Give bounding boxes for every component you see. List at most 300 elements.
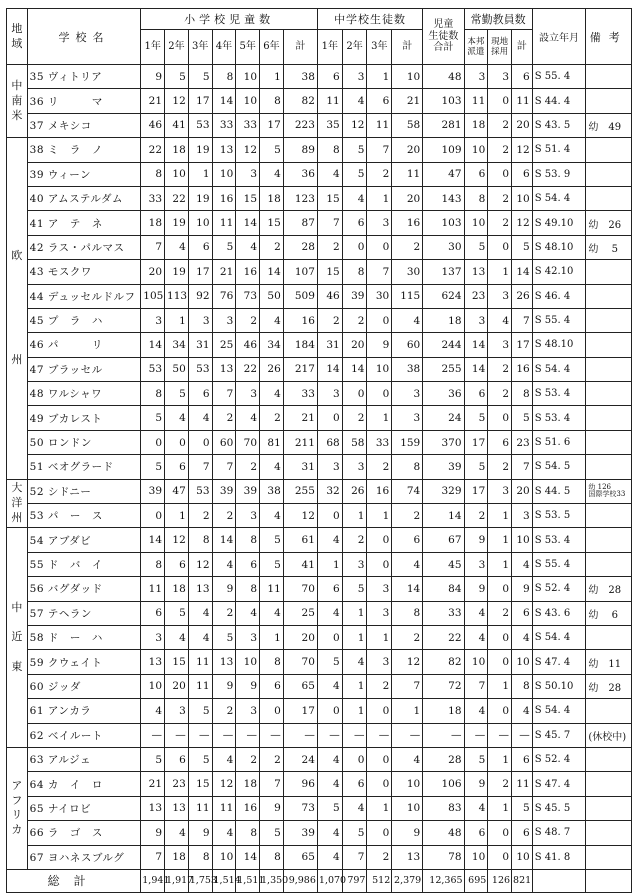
elementary-count-cell: 105 <box>141 284 165 308</box>
elementary-count-cell: 7 <box>260 772 284 796</box>
elementary-count-cell: 14 <box>212 528 236 552</box>
remarks-cell <box>586 528 632 552</box>
elementary-count-cell: — <box>283 723 317 747</box>
region-cell: 中 南 米 <box>7 65 28 138</box>
school-name-cell: 46 パ リ <box>27 333 141 357</box>
teacher-count-cell: 1 <box>488 504 512 528</box>
elementary-count-cell: 50 <box>260 284 284 308</box>
table-row <box>7 504 632 528</box>
teacher-count-cell: 3 <box>488 65 512 89</box>
junior-count-cell: 46 <box>317 284 342 308</box>
total-students-cell: 143 <box>423 186 464 210</box>
teacher-count-cell: 0 <box>488 845 512 869</box>
total-students-cell: 33 <box>423 601 464 625</box>
junior-count-cell: 4 <box>392 308 423 332</box>
junior-count-cell: 2 <box>367 455 392 479</box>
teacher-count-cell: 17 <box>464 430 488 454</box>
table-row <box>7 747 632 771</box>
elementary-count-cell: 16 <box>236 796 260 820</box>
elementary-count-cell: 4 <box>236 601 260 625</box>
remarks-cell <box>586 625 632 649</box>
junior-count-cell: 35 <box>317 113 342 137</box>
founded-cell: S 55. 4 <box>532 552 586 576</box>
teacher-count-cell: 0 <box>488 821 512 845</box>
junior-count-cell: 4 <box>317 747 342 771</box>
header-founded: 設立年月 <box>532 9 586 65</box>
elementary-count-cell: — <box>260 723 284 747</box>
remarks-cell <box>586 821 632 845</box>
teacher-count-cell: 9 <box>512 577 533 601</box>
junior-count-cell: 4 <box>317 772 342 796</box>
elementary-count-cell: 3 <box>141 308 165 332</box>
elementary-count-cell: 5 <box>165 601 189 625</box>
teacher-count-cell: 6 <box>512 65 533 89</box>
elementary-count-cell: 8 <box>260 845 284 869</box>
elementary-count-cell: 15 <box>236 186 260 210</box>
junior-count-cell: 10 <box>392 796 423 820</box>
junior-count-cell: 7 <box>392 674 423 698</box>
elementary-count-cell: 11 <box>212 211 236 235</box>
junior-count-cell: 68 <box>317 430 342 454</box>
elementary-count-cell: 12 <box>188 552 212 576</box>
junior-count-cell: 5 <box>342 138 367 162</box>
junior-count-cell: 3 <box>342 455 367 479</box>
elementary-count-cell: 4 <box>212 747 236 771</box>
elementary-count-cell: 2 <box>236 308 260 332</box>
elementary-count-cell: 20 <box>141 260 165 284</box>
total-junior-cell: 1,070 <box>317 869 342 892</box>
junior-count-cell: 1 <box>367 186 392 210</box>
table-row <box>7 821 632 845</box>
elementary-count-cell: 36 <box>283 162 317 186</box>
header-g6: 6年 <box>260 30 284 65</box>
founded-cell: S 45. 7 <box>532 723 586 747</box>
remarks-cell <box>586 357 632 381</box>
table-row <box>7 577 632 601</box>
junior-count-cell: 16 <box>392 211 423 235</box>
junior-count-cell: 3 <box>342 552 367 576</box>
teacher-count-cell: 12 <box>512 211 533 235</box>
elementary-count-cell: 10 <box>236 650 260 674</box>
teacher-count-cell: 4 <box>512 699 533 723</box>
junior-count-cell: 10 <box>367 357 392 381</box>
remarks-cell: 幼 26 <box>586 211 632 235</box>
junior-count-cell: 3 <box>367 211 392 235</box>
teacher-count-cell: 13 <box>464 260 488 284</box>
teacher-count-cell: 4 <box>512 625 533 649</box>
junior-count-cell: 0 <box>367 699 392 723</box>
elementary-count-cell: 8 <box>141 382 165 406</box>
founded-cell: S 54. 4 <box>532 625 586 649</box>
junior-count-cell: — <box>317 723 342 747</box>
elementary-count-cell: 2 <box>236 747 260 771</box>
teacher-count-cell: 20 <box>512 113 533 137</box>
teacher-count-cell: 2 <box>464 504 488 528</box>
elementary-count-cell: 25 <box>212 333 236 357</box>
teacher-count-cell: 2 <box>488 601 512 625</box>
junior-count-cell: 12 <box>342 113 367 137</box>
junior-count-cell: 5 <box>342 577 367 601</box>
teacher-count-cell: 3 <box>512 504 533 528</box>
elementary-count-cell: 11 <box>188 650 212 674</box>
teacher-count-cell: 1 <box>488 260 512 284</box>
teacher-count-cell: 3 <box>464 552 488 576</box>
total-students-cell: 109 <box>423 138 464 162</box>
junior-count-cell: 20 <box>392 138 423 162</box>
elementary-count-cell: 1 <box>165 504 189 528</box>
elementary-count-cell: 12 <box>236 138 260 162</box>
table-row <box>7 138 632 162</box>
junior-count-cell: 0 <box>367 235 392 259</box>
elementary-count-cell: 13 <box>212 138 236 162</box>
founded-cell: S 54. 4 <box>532 357 586 381</box>
school-name-cell: 35 ヴィトリア <box>27 65 141 89</box>
junior-count-cell: — <box>367 723 392 747</box>
teacher-count-cell: 2 <box>488 382 512 406</box>
table-row <box>7 699 632 723</box>
school-name-cell: 65 ナイロビ <box>27 796 141 820</box>
junior-count-cell: 0 <box>367 747 392 771</box>
table-row <box>7 601 632 625</box>
remarks-cell: (休校中) <box>586 723 632 747</box>
elementary-count-cell: 17 <box>283 699 317 723</box>
junior-count-cell: 38 <box>392 357 423 381</box>
junior-count-cell: 30 <box>392 260 423 284</box>
remarks-cell <box>586 747 632 771</box>
elementary-count-cell: — <box>141 723 165 747</box>
teacher-count-cell: 10 <box>512 650 533 674</box>
teacher-count-cell: — <box>488 723 512 747</box>
total-remarks-empty <box>586 869 632 892</box>
teacher-count-cell: 23 <box>464 284 488 308</box>
table-row <box>7 65 632 89</box>
remarks-cell: 幼 126 国際学校33 <box>586 479 632 503</box>
elementary-count-cell: 14 <box>260 260 284 284</box>
junior-count-cell: 10 <box>392 65 423 89</box>
total-students-cell: 78 <box>423 845 464 869</box>
junior-count-cell: 12 <box>392 650 423 674</box>
junior-count-cell: 3 <box>317 382 342 406</box>
junior-count-cell: 33 <box>367 430 392 454</box>
elementary-count-cell: 65 <box>283 845 317 869</box>
elementary-count-cell: 9 <box>212 674 236 698</box>
elementary-count-cell: 6 <box>188 382 212 406</box>
school-name-cell: 51 ベオグラード <box>27 455 141 479</box>
founded-cell: S 42.10 <box>532 260 586 284</box>
elementary-count-cell: 53 <box>188 113 212 137</box>
teacher-count-cell: 11 <box>464 89 488 113</box>
junior-count-cell: — <box>392 723 423 747</box>
elementary-count-cell: 73 <box>236 284 260 308</box>
header-region: 地 域 <box>7 9 28 65</box>
elementary-count-cell: 4 <box>260 382 284 406</box>
school-name-cell: 50 ロンドン <box>27 430 141 454</box>
junior-count-cell: 1 <box>392 699 423 723</box>
header-g1: 1年 <box>141 30 165 65</box>
elementary-count-cell: 4 <box>165 625 189 649</box>
elementary-count-cell: 20 <box>165 674 189 698</box>
elementary-count-cell: 107 <box>283 260 317 284</box>
founded-cell: S 44. 5 <box>532 479 586 503</box>
teacher-count-cell: 5 <box>464 747 488 771</box>
elementary-count-cell: 7 <box>212 382 236 406</box>
elementary-count-cell: 92 <box>188 284 212 308</box>
elementary-count-cell: 73 <box>283 796 317 820</box>
junior-count-cell: 1 <box>367 796 392 820</box>
junior-count-cell: 7 <box>367 260 392 284</box>
founded-cell: S 54. 4 <box>532 699 586 723</box>
teacher-count-cell: 6 <box>464 382 488 406</box>
elementary-count-cell: 4 <box>165 235 189 259</box>
elementary-count-cell: 53 <box>141 357 165 381</box>
table-row <box>7 89 632 113</box>
founded-cell: S 53. 5 <box>532 504 586 528</box>
founded-cell: S 43. 5 <box>532 113 586 137</box>
elementary-count-cell: 46 <box>236 333 260 357</box>
elementary-count-cell: 123 <box>283 186 317 210</box>
total-row <box>7 869 632 892</box>
elementary-count-cell: 41 <box>283 552 317 576</box>
elementary-count-cell: 11 <box>260 577 284 601</box>
table-row <box>7 186 632 210</box>
table-row <box>7 211 632 235</box>
elementary-count-cell: 13 <box>141 650 165 674</box>
elementary-count-cell: 15 <box>188 772 212 796</box>
total-elementary-cell: 9,986 <box>283 869 317 892</box>
remarks-cell <box>586 308 632 332</box>
elementary-count-cell: 9 <box>188 821 212 845</box>
founded-cell: S 47. 4 <box>532 650 586 674</box>
total-students-cell: 82 <box>423 650 464 674</box>
elementary-count-cell: 5 <box>141 455 165 479</box>
elementary-count-cell: 26 <box>260 357 284 381</box>
elementary-count-cell: 4 <box>260 455 284 479</box>
junior-count-cell: 2 <box>392 625 423 649</box>
table-row <box>7 357 632 381</box>
elementary-count-cell: 70 <box>283 577 317 601</box>
elementary-count-cell: 18 <box>236 772 260 796</box>
founded-cell: S 43. 6 <box>532 601 586 625</box>
teacher-count-cell: 11 <box>512 772 533 796</box>
elementary-count-cell: 6 <box>141 601 165 625</box>
teacher-count-cell: 14 <box>464 333 488 357</box>
total-students-cell: 624 <box>423 284 464 308</box>
junior-count-cell: 4 <box>342 89 367 113</box>
junior-count-cell: 16 <box>367 479 392 503</box>
elementary-count-cell: 4 <box>141 699 165 723</box>
remarks-cell <box>586 284 632 308</box>
junior-count-cell: 8 <box>317 138 342 162</box>
header-g3: 3年 <box>188 30 212 65</box>
elementary-count-cell: 39 <box>212 479 236 503</box>
school-name-cell: 57 テヘラン <box>27 601 141 625</box>
elementary-count-cell: 223 <box>283 113 317 137</box>
teacher-count-cell: 4 <box>464 796 488 820</box>
elementary-count-cell: 3 <box>212 308 236 332</box>
elementary-count-cell: 4 <box>165 821 189 845</box>
total-elementary-cell: 1,753 <box>188 869 212 892</box>
elementary-count-cell: 1 <box>260 625 284 649</box>
remarks-cell: 幼 28 <box>586 674 632 698</box>
elementary-count-cell: 8 <box>141 552 165 576</box>
teacher-count-cell: 9 <box>464 577 488 601</box>
school-name-cell: 40 アムステルダム <box>27 186 141 210</box>
total-students-cell: 255 <box>423 357 464 381</box>
junior-count-cell: 0 <box>317 504 342 528</box>
junior-count-cell: 4 <box>317 162 342 186</box>
header-junior-group: 中学校生徒数 <box>317 9 422 30</box>
elementary-count-cell: 39 <box>283 821 317 845</box>
junior-count-cell: 10 <box>392 772 423 796</box>
remarks-cell <box>586 186 632 210</box>
junior-count-cell: 1 <box>342 699 367 723</box>
school-name-cell: 37 メキシコ <box>27 113 141 137</box>
school-name-cell: 63 アルジェ <box>27 747 141 771</box>
remarks-cell <box>586 552 632 576</box>
teacher-count-cell: 5 <box>512 796 533 820</box>
elementary-count-cell: 10 <box>212 845 236 869</box>
founded-cell: S 54. 5 <box>532 455 586 479</box>
teacher-count-cell: 17 <box>464 479 488 503</box>
elementary-count-cell: 11 <box>188 796 212 820</box>
elementary-count-cell: 8 <box>188 845 212 869</box>
total-founded-empty <box>532 869 586 892</box>
elementary-count-cell: 14 <box>236 211 260 235</box>
teacher-count-cell: 0 <box>488 699 512 723</box>
elementary-count-cell: 14 <box>141 528 165 552</box>
table-row <box>7 235 632 259</box>
elementary-count-cell: 12 <box>165 89 189 113</box>
elementary-count-cell: 4 <box>260 308 284 332</box>
table-row <box>7 308 632 332</box>
junior-count-cell: 20 <box>342 333 367 357</box>
teacher-count-cell: 26 <box>512 284 533 308</box>
elementary-count-cell: 41 <box>165 113 189 137</box>
founded-cell: S 46. 4 <box>532 284 586 308</box>
total-students-cell: 28 <box>423 747 464 771</box>
elementary-count-cell: 23 <box>165 772 189 796</box>
teacher-count-cell: 6 <box>488 430 512 454</box>
junior-count-cell: 0 <box>342 235 367 259</box>
school-name-cell: 67 ヨハネスブルグ <box>27 845 141 869</box>
region-cell: 欧 州 <box>7 138 28 479</box>
junior-count-cell: 0 <box>342 747 367 771</box>
junior-count-cell: 2 <box>342 308 367 332</box>
school-name-cell: 43 モスクワ <box>27 260 141 284</box>
junior-count-cell: 15 <box>317 186 342 210</box>
elementary-count-cell: 217 <box>283 357 317 381</box>
elementary-count-cell: 4 <box>260 162 284 186</box>
total-teacher-cell: 126 <box>488 869 512 892</box>
elementary-count-cell: 113 <box>165 284 189 308</box>
junior-count-cell: 0 <box>367 552 392 576</box>
table-row <box>7 455 632 479</box>
header-teachers-dispatched: 本邦 派遣 <box>464 30 488 65</box>
junior-count-cell: 4 <box>317 674 342 698</box>
elementary-count-cell: 18 <box>260 186 284 210</box>
total-students-cell: 103 <box>423 211 464 235</box>
founded-cell: S 48. 7 <box>532 821 586 845</box>
founded-cell: S 41. 8 <box>532 845 586 869</box>
header-g5: 5年 <box>236 30 260 65</box>
junior-count-cell: 6 <box>392 528 423 552</box>
elementary-count-cell: 13 <box>165 796 189 820</box>
elementary-count-cell: 3 <box>236 625 260 649</box>
elementary-count-cell: 22 <box>141 138 165 162</box>
elementary-count-cell: 5 <box>188 747 212 771</box>
junior-count-cell: 4 <box>342 650 367 674</box>
total-elementary-cell: 1,917 <box>165 869 189 892</box>
junior-count-cell: 0 <box>367 772 392 796</box>
header-g4: 4年 <box>212 30 236 65</box>
remarks-cell <box>586 138 632 162</box>
elementary-count-cell: 2 <box>212 504 236 528</box>
header-j2: 2年 <box>342 30 367 65</box>
header-remarks: 備考 <box>586 9 632 65</box>
school-name-cell: 64 カ イ ロ <box>27 772 141 796</box>
teacher-count-cell: 20 <box>512 479 533 503</box>
elementary-count-cell: 14 <box>212 89 236 113</box>
junior-count-cell: 3 <box>367 577 392 601</box>
teacher-count-cell: 10 <box>464 650 488 674</box>
junior-count-cell: 115 <box>392 284 423 308</box>
founded-cell: S 44. 4 <box>532 89 586 113</box>
elementary-count-cell: 19 <box>165 211 189 235</box>
elementary-count-cell: 2 <box>212 699 236 723</box>
school-name-cell: 42 ラス・パルマス <box>27 235 141 259</box>
remarks-cell: 幼 28 <box>586 577 632 601</box>
junior-count-cell: 4 <box>342 186 367 210</box>
elementary-count-cell: 3 <box>236 699 260 723</box>
junior-count-cell: 9 <box>392 821 423 845</box>
total-students-cell: 30 <box>423 235 464 259</box>
total-students-cell: 106 <box>423 772 464 796</box>
teacher-count-cell: 6 <box>512 601 533 625</box>
elementary-count-cell: 96 <box>283 772 317 796</box>
remarks-cell: 幼 6 <box>586 601 632 625</box>
elementary-count-cell: 16 <box>283 308 317 332</box>
junior-count-cell: 4 <box>392 552 423 576</box>
elementary-count-cell: 509 <box>283 284 317 308</box>
elementary-count-cell: 3 <box>141 625 165 649</box>
elementary-count-cell: 9 <box>212 577 236 601</box>
total-students-cell: 72 <box>423 674 464 698</box>
teacher-count-cell: 12 <box>512 138 533 162</box>
remarks-cell <box>586 504 632 528</box>
elementary-count-cell: 5 <box>260 821 284 845</box>
elementary-count-cell: 70 <box>236 430 260 454</box>
founded-cell: S 53. 4 <box>532 528 586 552</box>
junior-count-cell: 2 <box>392 235 423 259</box>
elementary-count-cell: 10 <box>188 211 212 235</box>
junior-count-cell: 3 <box>367 650 392 674</box>
elementary-count-cell: 31 <box>188 333 212 357</box>
elementary-count-cell: 4 <box>260 504 284 528</box>
junior-count-cell: 0 <box>367 382 392 406</box>
school-name-cell: 52 シドニー <box>27 479 141 503</box>
elementary-count-cell: 13 <box>212 357 236 381</box>
elementary-count-cell: 5 <box>188 65 212 89</box>
junior-count-cell: 4 <box>317 845 342 869</box>
elementary-count-cell: 12 <box>212 772 236 796</box>
elementary-count-cell: 18 <box>141 211 165 235</box>
region-cell: ア フ リ カ <box>7 747 28 869</box>
elementary-count-cell: 10 <box>141 674 165 698</box>
school-name-cell: 62 ベイルート <box>27 723 141 747</box>
teacher-count-cell: 11 <box>512 89 533 113</box>
elementary-count-cell: 255 <box>283 479 317 503</box>
junior-count-cell: 11 <box>317 89 342 113</box>
